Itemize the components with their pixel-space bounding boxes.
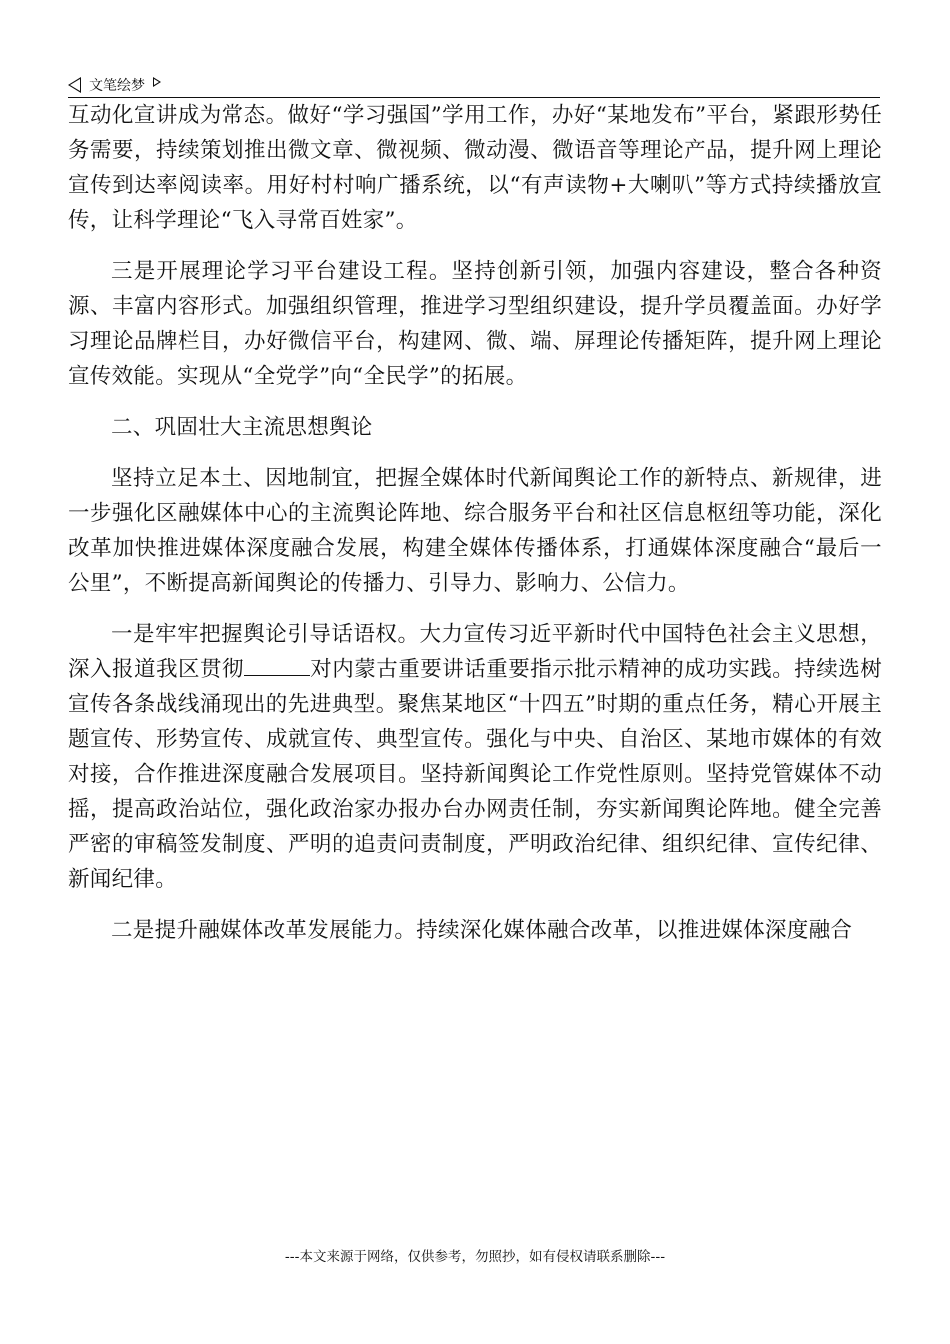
page-header xyxy=(68,74,161,96)
paragraph-continuation: 互动化宣讲成为常态。做好“学习强国”学用工作，办好“某地发布”平台，紧跟形势任务需要，持续策划推出微文章、微视频、微动漫、微语音等理论产品，提升网上理论宣传到达率阅读率。用好村村响广播系统，以“有声读物+大喇叭”等方式持续播放宣传，让科学理论“飞入寻常百姓家”。 xyxy=(68,103,882,233)
paragraph-item-one xyxy=(68,617,882,897)
paragraph-item-three: 三是开展理论学习平台建设工程。坚持创新引领，加强内容建设，整合各种资源、丰富内容形式。加强组织管理，推进学习型组织建设，提升学员覆盖面。办好学习理论品牌栏目，办好微信平台，构建网、微、端、屏理论传播矩阵，提升网上理论宣传效能。实现从“全党学”向“全民学”的拓展。 xyxy=(68,259,882,389)
triangle-left-icon xyxy=(68,77,81,93)
header-title: 文笔绘梦 xyxy=(89,78,145,94)
section-heading: 二、巩固壮大主流思想舆论 xyxy=(111,415,373,440)
blank-underline xyxy=(244,655,310,676)
paragraph-item-one-part-a: 一是牢牢把握舆论引导话语权。大力宣传习近平新时代中国特色社会主义思想，深入报道我区贯彻 xyxy=(68,622,882,682)
page-footer: ---本文来源于网络，仅供参考，勿照抄，如有侵权请联系删除--- xyxy=(284,1249,666,1265)
paragraph-section-intro: 坚持立足本土、因地制宜，把握全媒体时代新闻舆论工作的新特点、新规律，进一步强化区融媒体中心的主流舆论阵地、综合服务平台和社区信息枢纽等功能，深化改革加快推进媒体深度融合发展，构建全媒体传播体系，打通媒体深度融合“最后一公里”，不断提高新闻舆论的传播力、引导力、影响力、公信力。 xyxy=(68,466,882,596)
triangle-right-icon xyxy=(153,77,161,87)
document-body xyxy=(68,98,882,964)
paragraph-item-one-part-b: 对内蒙古重要讲话重要指示批示精神的成功实践。持续选树宣传各条战线涌现出的先进典型。聚焦某地区“十四五”时期的重点任务，精心开展主题宣传、形势宣传、成就宣传、典型宣传。强化与中央、自治区、某地市媒体的有效对接，合作推进深度融合发展项目。坚持新闻舆论工作党性原则。坚持党管媒体不动摇，提高政治站位，强化政治家办报办台办网责任制，夯实新闻舆论阵地。健全完善严密的审稿签发制度、严明的追责问责制度，严明政治纪律、组织纪律、宣传纪律、新闻纪律。 xyxy=(68,657,882,892)
paragraph-item-two: 二是提升融媒体改革发展能力。持续深化媒体融合改革，以推进媒体深度融合 xyxy=(111,918,853,943)
